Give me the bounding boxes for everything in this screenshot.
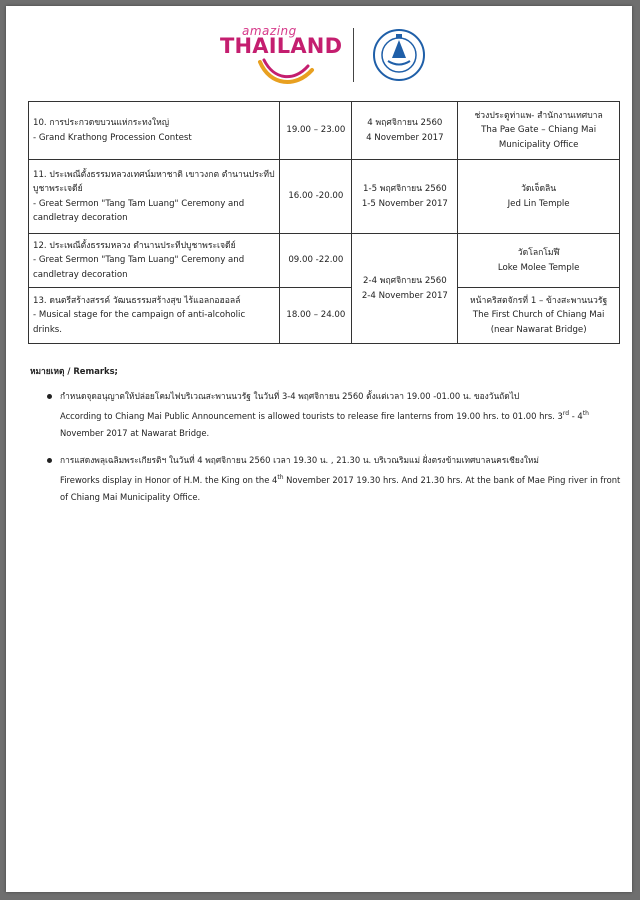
remark-th: การแสดงพลุเฉลิมพระเกียรติฯ ในวันที่ 4 พฤศจิกายน 2560 เวลา 19.30 น. , 21.30 น. บริเวณริมแม่ ฝั่งตรงข้ามเทศบาลนครเชียงใหม่ [60,454,539,465]
venue-th: วัดโลกโมฬี [517,248,560,258]
event-title-en: - Great Sermon "Tang Tam Luang" Ceremony and candletray decoration [33,255,245,280]
venue-en: The First Church of Chiang Mai [472,310,605,321]
date-th: 4 พฤศจิกายน 2560 [367,118,443,128]
table-row [29,160,620,234]
venue-en-note: (near Nawarat Bridge) [490,324,587,335]
venue-en: Jed Lin Temple [507,198,570,209]
event-cell [29,288,280,344]
event-title-en: - Grand Krathong Procession Contest [33,132,192,143]
date-en: 4 November 2017 [366,132,444,143]
event-cell [29,160,280,234]
event-title-en: - Musical stage for the campaign of anti-alcoholic drinks. [33,310,246,335]
ordinal-suffix: th [277,473,284,481]
logo-divider [353,28,354,82]
date-cell [352,160,458,234]
remark-item [30,388,626,442]
event-title-th: 12. ประเพณีตั้งธรรมหลวง ตำนานประทีปบูชาพระเจดีย์ [33,240,236,251]
bullet-icon [47,458,52,463]
venue-cell [458,102,620,160]
remark-th: กำหนดจุดอนุญาตให้ปล่อยโคมไฟบริเวณสะพานนวรัฐ ในวันที่ 3-4 พฤศจิกายน 2560 ตั้งแต่เวลา 19.00 -01.00 น. ของวันถัดไป [60,391,520,401]
table-row [29,234,620,288]
event-cell [29,102,280,160]
document-page [6,6,632,892]
event-cell [29,234,280,288]
amazing-thailand-logo [220,24,343,88]
table-row [29,102,620,160]
venue-en: Loke Molee Temple [497,262,580,273]
remark-en-text: November 2017 at Nawarat Bridge. [60,427,210,438]
date-th: 2-4 พฤศจิกายน 2560 [363,276,447,286]
venue-cell [458,288,620,344]
date-th: 1-5 พฤศจิกายน 2560 [363,184,447,194]
remark-en-text: Fireworks display in Honor of H.M. the King on the 4 [60,474,278,485]
remark-item [30,452,626,506]
ordinal-suffix: th [582,410,589,417]
venue-th: วัดเจ็ดลิน [521,184,557,194]
event-title-en: - Great Sermon "Tang Tam Luang" Ceremony and candletray decoration [33,198,245,223]
remark-en-text: November 2017 19.30 hrs. And 21.30 hrs. At the bank of Mae Ping river in front of Chiang Mai Municipality Office. [60,474,621,502]
logo-thailand-text: THAILAND [220,34,343,58]
date-cell [352,234,458,344]
remark-en-text: According to Chiang Mai Public Announcement is allowed tourists to release fire lanterns from 19.00 hrs. to 01.00 hrs. 3 [60,410,563,421]
date-cell [352,102,458,160]
remark-en [60,469,626,506]
bullet-icon [47,394,52,399]
remark-en-text: - 4 [569,410,583,421]
remark-en [60,405,626,442]
event-title-th: 11. ประเพณีตั้งธรรมหลวงเทศน์มหาชาติ เขาวงกต ตำนานประทีปบูชาพระเจดีย์ [33,169,275,194]
date-en: 2-4 November 2017 [361,290,448,301]
venue-th: ช่วงประตูท่าแพ- สำนักงานเทศบาล [474,110,603,121]
remarks-section [30,364,626,516]
tat-logo-icon [372,28,426,82]
logo-swoosh-icon [256,58,316,88]
time-cell: 19.00 – 23.00 [280,102,352,160]
event-title-th: 10. การประกวดขบวนแห่กระทงใหญ่ [33,118,170,128]
venue-en: Tha Pae Gate – Chiang Mai Municipality Office [481,125,597,150]
date-en: 1-5 November 2017 [361,198,448,209]
logo-amazing-text: amazing [242,24,297,38]
event-title-th: 13. ดนตรีสร้างสรรค์ วัฒนธรรมสร้างสุข ไร้แอลกอฮอลล์ [33,295,241,306]
time-cell: 09.00 -22.00 [280,234,352,288]
time-cell: 16.00 -20.00 [280,160,352,234]
venue-cell [458,234,620,288]
venue-cell [458,160,620,234]
remarks-title: หมายเหตุ / Remarks; [30,366,118,376]
event-schedule-table [28,101,620,344]
venue-th: หน้าคริสตจักรที่ 1 – ข้างสะพานนวรัฐ [470,295,608,306]
ordinal-suffix: rd [562,410,570,417]
table-row [29,288,620,344]
time-cell: 18.00 – 24.00 [280,288,352,344]
